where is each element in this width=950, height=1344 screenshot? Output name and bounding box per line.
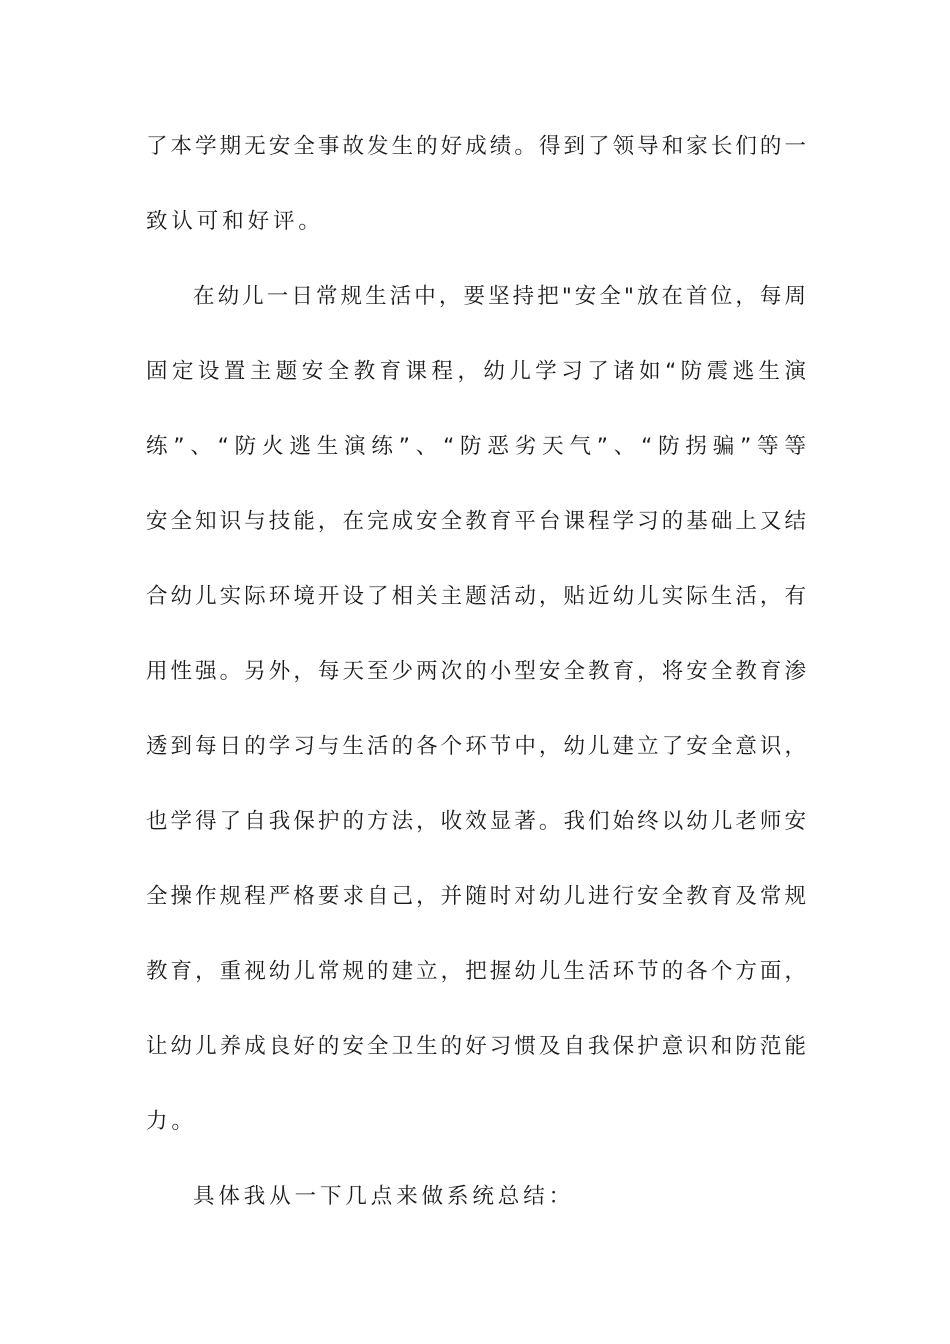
text-line: 全操作规程严格要求自己，并随时对幼儿进行安全教育及常规 — [146, 884, 806, 909]
text-line: 固定设置主题安全教育课程，幼儿学习了诸如“防震逃生演 — [146, 359, 806, 384]
text-line: 了本学期无安全事故发生的好成绩。得到了领导和家长们的一 — [146, 134, 806, 159]
paragraph-first-line: 具体我从一下几点来做系统总结： — [193, 1184, 575, 1209]
text-line: 也学得了自我保护的方法，收效显著。我们始终以幼儿老师安 — [146, 809, 806, 834]
text-line: 教育，重视幼儿常规的建立，把握幼儿生活环节的各个方面， — [146, 959, 806, 984]
paragraph-first-line: 在幼儿一日常规生活中，要坚持把"安全"放在首位，每周 — [193, 284, 806, 309]
text-line: 让幼儿养成良好的安全卫生的好习惯及自我保护意识和防范能 — [146, 1034, 806, 1059]
text-line: 透到每日的学习与生活的各个环节中，幼儿建立了安全意识， — [146, 734, 806, 759]
text-line: 致认可和好评。 — [146, 209, 324, 234]
text-line: 安全知识与技能，在完成安全教育平台课程学习的基础上又结 — [146, 509, 806, 534]
text-line: 力。 — [146, 1109, 197, 1134]
text-line: 合幼儿实际环境开设了相关主题活动，贴近幼儿实际生活，有 — [146, 584, 806, 609]
text-line: 用性强。另外，每天至少两次的小型安全教育，将安全教育渗 — [146, 659, 806, 684]
text-line: 练”、“防火逃生演练”、“防恶劣天气”、“防拐骗”等等 — [146, 434, 806, 459]
